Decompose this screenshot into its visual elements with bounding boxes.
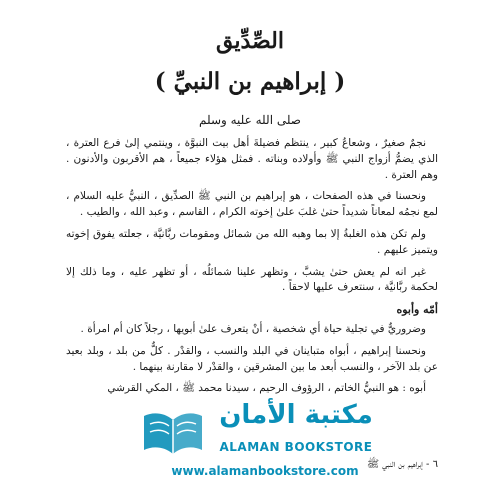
bookstore-watermark <box>140 398 380 488</box>
page-title: الصِّدِّيق <box>216 28 284 54</box>
paragraph: أبوه : هو النبيُّ الخاتم ، الرؤوف الرحيم ، سيدنا محمد ﷺ ، المكي القرشي <box>107 382 426 395</box>
body-text <box>66 136 438 403</box>
paragraph: ونحسنا إبراهيم ، أبواه متباينان في البلد والنسب ، والقدْر . كلٌّ من بلد ، وبلد بعيد عن بلد الآخر ، والنسب أبعد ما بين المشرقين ، والقدْر لا مقارنة بينهما . <box>66 344 438 373</box>
section-heading: أمّه وأبوه <box>396 303 438 317</box>
paragraph: غير انه لم يعش حتىٰ يشبَّ ، وتظهر علينا شمائلُه ، أو تظهر عليه ، وما ذلك إلا لحكمة ربَّانيَّة ، سنتعرف عليها لاحقاً . <box>66 265 438 294</box>
paragraph: وضروريٌّ في تجلية حياة أي شخصية ، أنْ يتعرف علىٰ أبويها ، رجلاً كان أم امرأة . <box>80 322 426 335</box>
blessing-text: صلى الله عليه وسلم <box>199 113 301 127</box>
page-subtitle: ( إبراهيم بن النبيِّ ) <box>154 68 346 95</box>
paragraph: نجمٌ صغيرٌ ، وشعاعُ كبير ، ينتظم فضيلةَ أهل بيت النبوَّة ، وينتمي إلىٰ فرع العترة ، الذي يضمُّ أزواج النبي ﷺ وأولاده وبناته . فمثل هؤلاء جميعاً ، هم الأقربون والأدنون . وهم العترة . <box>66 137 438 181</box>
page-footer: ٦ - إبراهيم بن النبي ﷺ <box>367 459 438 470</box>
bookstore-name-arabic: مكتبة الأمان <box>219 400 373 430</box>
bookstore-url: www.alamanbookstore.com <box>171 464 359 478</box>
bookstore-name-english: ALAMAN BOOKSTORE <box>219 440 373 454</box>
paragraph: ولم تكن هذه الغلبةُ إلا بما وهبه الله من شمائل ومقومات ربَّانيَّة ، جعلته يفوق إخوته ويتميز عليهم . <box>66 227 438 256</box>
paragraph: ونحسنا في هذه الصفحات ، هو إبراهيم بن النبي ﷺ الصدِّيق ، النبيُّ عليه السلام ، لمع نجمُه لمعاناً شديداً حتىٰ غلبَ علىٰ إخوته الكرام ، القاسم ، وعبد الله ، والطيب . <box>66 190 438 219</box>
open-book-logo-icon <box>140 406 206 458</box>
